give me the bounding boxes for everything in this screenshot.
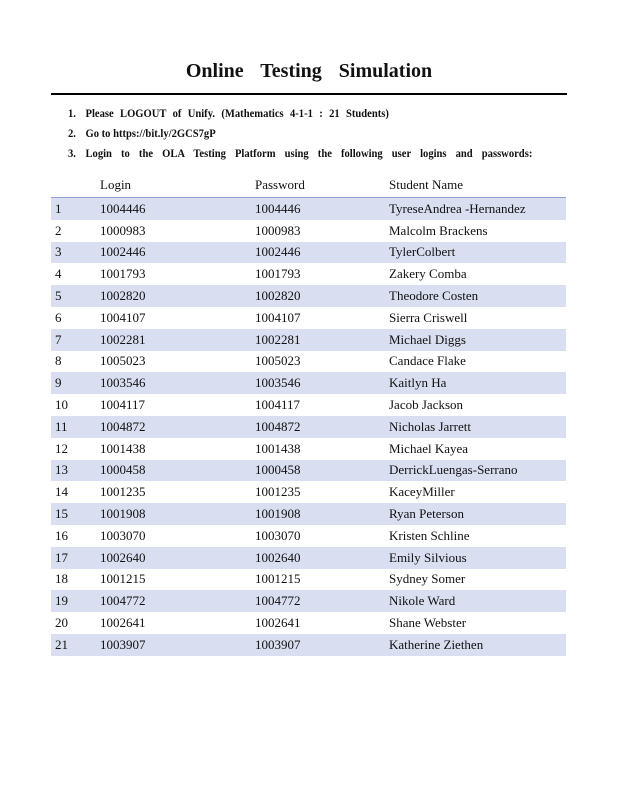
row-number-cell: 4 (51, 263, 100, 285)
student-name-cell: Nikole Ward (389, 590, 566, 612)
password-cell: 1002820 (255, 285, 389, 307)
table-row (51, 612, 566, 634)
login-cell: 1005023 (100, 351, 255, 373)
student-name-cell: TylerColbert (389, 242, 566, 264)
table-row (51, 242, 566, 264)
login-cell: 1001793 (100, 263, 255, 285)
table-row (51, 569, 566, 591)
row-number-cell: 9 (51, 372, 100, 394)
table-row (51, 351, 566, 373)
login-cell: 1004117 (100, 394, 255, 416)
table-row (51, 547, 566, 569)
password-cell: 1004107 (255, 307, 389, 329)
student-name-cell: TyreseAndrea -Hernandez (389, 198, 566, 220)
student-name-cell: Zakery Comba (389, 263, 566, 285)
password-cell: 1001235 (255, 481, 389, 503)
column-header-login: Login (100, 172, 255, 198)
column-header-password: Password (255, 172, 389, 198)
row-number-cell: 6 (51, 307, 100, 329)
row-number-cell: 21 (51, 634, 100, 656)
table-row (51, 372, 566, 394)
login-cell: 1004446 (100, 198, 255, 220)
table-row (51, 329, 566, 351)
password-cell: 1002446 (255, 242, 389, 264)
student-name-cell: Candace Flake (389, 351, 566, 373)
student-name-cell: Katherine Ziethen (389, 634, 566, 656)
password-cell: 1005023 (255, 351, 389, 373)
login-table (51, 172, 566, 656)
table-row (51, 460, 566, 482)
password-cell: 1001215 (255, 569, 389, 591)
row-number-cell: 7 (51, 329, 100, 351)
table-row (51, 263, 566, 285)
document-title: Online Testing Simulation (185, 60, 433, 82)
instruction-number: 3. (68, 148, 76, 160)
student-name-cell: Emily Silvious (389, 547, 566, 569)
table-row (51, 590, 566, 612)
row-number-cell: 1 (51, 198, 100, 220)
table-body (51, 198, 566, 656)
student-name-cell: Malcolm Brackens (389, 220, 566, 242)
login-cell: 1002446 (100, 242, 255, 264)
login-cell: 1003907 (100, 634, 255, 656)
instruction-text: Go to https://bit.ly/2GCS7gP (85, 128, 216, 140)
instruction-number: 2. (68, 128, 76, 140)
password-cell: 1004117 (255, 394, 389, 416)
student-name-cell: Sydney Somer (389, 569, 566, 591)
row-number-cell: 18 (51, 569, 100, 591)
student-name-cell: Sierra Criswell (389, 307, 566, 329)
login-cell: 1001235 (100, 481, 255, 503)
table-row (51, 198, 566, 220)
instruction-list (68, 104, 533, 164)
login-cell: 1004872 (100, 416, 255, 438)
login-cell: 1001438 (100, 438, 255, 460)
row-number-cell: 14 (51, 481, 100, 503)
instruction-text: Login to the OLA Testing Platform using the following user logins and passwords: (85, 148, 533, 160)
row-number-cell: 3 (51, 242, 100, 264)
login-cell: 1004772 (100, 590, 255, 612)
row-number-cell: 8 (51, 351, 100, 373)
password-cell: 1000458 (255, 460, 389, 482)
login-cell: 1001908 (100, 503, 255, 525)
password-cell: 1003546 (255, 372, 389, 394)
student-name-cell: Nicholas Jarrett (389, 416, 566, 438)
table-row (51, 481, 566, 503)
password-cell: 1001793 (255, 263, 389, 285)
student-name-cell: Michael Diggs (389, 329, 566, 351)
row-number-cell: 16 (51, 525, 100, 547)
password-cell: 1002640 (255, 547, 389, 569)
password-cell: 1001908 (255, 503, 389, 525)
table-row (51, 503, 566, 525)
instruction-text: Please LOGOUT of Unify. (Mathematics 4-1-1 : 21 Students) (85, 108, 389, 120)
login-cell: 1003546 (100, 372, 255, 394)
table-row (51, 394, 566, 416)
login-cell: 1004107 (100, 307, 255, 329)
instruction-item (68, 144, 533, 164)
student-name-cell: Shane Webster (389, 612, 566, 634)
password-cell: 1004772 (255, 590, 389, 612)
row-number-cell: 11 (51, 416, 100, 438)
student-name-cell: DerrickLuengas-Serrano (389, 460, 566, 482)
student-name-cell: Ryan Peterson (389, 503, 566, 525)
table-row (51, 634, 566, 656)
table-row (51, 307, 566, 329)
row-number-cell: 2 (51, 220, 100, 242)
instruction-item (68, 124, 528, 144)
student-name-cell: Kristen Schline (389, 525, 566, 547)
student-name-cell: Theodore Costen (389, 285, 566, 307)
password-cell: 1004446 (255, 198, 389, 220)
password-cell: 1000983 (255, 220, 389, 242)
login-cell: 1002640 (100, 547, 255, 569)
login-cell: 1002641 (100, 612, 255, 634)
table-row (51, 220, 566, 242)
table-row (51, 525, 566, 547)
student-name-cell: KaceyMiller (389, 481, 566, 503)
row-number-cell: 17 (51, 547, 100, 569)
student-name-cell: Michael Kayea (389, 438, 566, 460)
login-cell: 1000458 (100, 460, 255, 482)
instruction-number: 1. (68, 108, 76, 120)
row-number-cell: 13 (51, 460, 100, 482)
password-cell: 1002641 (255, 612, 389, 634)
row-number-cell: 5 (51, 285, 100, 307)
password-cell: 1004872 (255, 416, 389, 438)
student-name-cell: Jacob Jackson (389, 394, 566, 416)
row-number-cell: 12 (51, 438, 100, 460)
password-cell: 1002281 (255, 329, 389, 351)
row-number-cell: 20 (51, 612, 100, 634)
column-header-student-name: Student Name (389, 172, 566, 198)
login-cell: 1000983 (100, 220, 255, 242)
row-number-cell: 10 (51, 394, 100, 416)
instruction-item (68, 104, 528, 124)
password-cell: 1001438 (255, 438, 389, 460)
login-cell: 1002820 (100, 285, 255, 307)
table-row (51, 285, 566, 307)
table-header-row (51, 172, 566, 198)
row-number-cell: 19 (51, 590, 100, 612)
row-number-cell: 15 (51, 503, 100, 525)
login-cell: 1001215 (100, 569, 255, 591)
password-cell: 1003070 (255, 525, 389, 547)
title-divider (51, 93, 567, 95)
column-header-number (51, 172, 100, 198)
password-cell: 1003907 (255, 634, 389, 656)
login-cell: 1003070 (100, 525, 255, 547)
table-row (51, 438, 566, 460)
table-row (51, 416, 566, 438)
student-name-cell: Kaitlyn Ha (389, 372, 566, 394)
login-cell: 1002281 (100, 329, 255, 351)
